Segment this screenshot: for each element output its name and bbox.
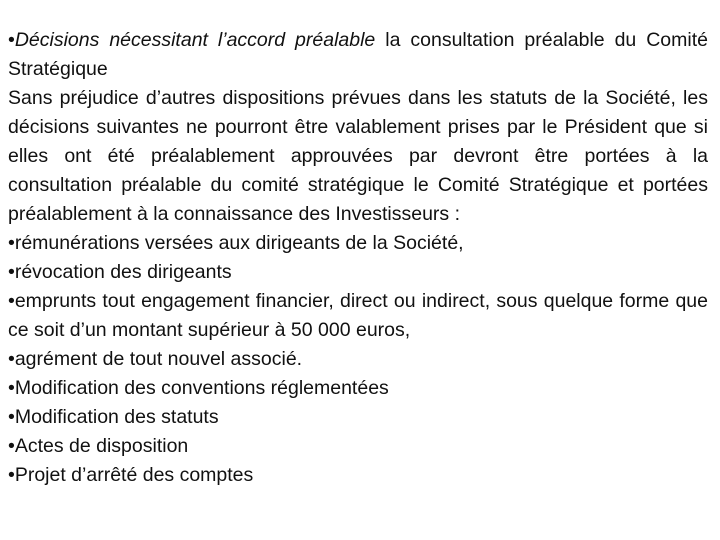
decision-list xyxy=(8,229,708,490)
list-bullet: • xyxy=(8,435,15,457)
heading-rest-text: la consultation préalable du Comité Stratégique xyxy=(8,29,708,80)
list-item-text: Actes de disposition xyxy=(14,435,189,457)
list-item xyxy=(8,403,708,432)
list-item xyxy=(8,258,708,287)
document-body xyxy=(8,26,708,490)
list-bullet: • xyxy=(8,261,15,283)
list-item-text: emprunts tout engagement financier, direct ou indirect, sous quelque forme que ce soit d’un montant supérieur à 50 000 euros, xyxy=(8,290,708,341)
list-item-text: Modification des conventions réglementées xyxy=(14,377,389,399)
list-item xyxy=(8,374,708,403)
list-item-text: rémunérations versées aux dirigeants de la Société, xyxy=(14,232,464,254)
list-item-text: révocation des dirigeants xyxy=(14,261,232,283)
list-bullet: • xyxy=(8,290,15,312)
list-item xyxy=(8,432,708,461)
heading-bullet: • xyxy=(8,29,15,51)
heading-italic-text: Décisions nécessitant l’accord préalable xyxy=(14,29,376,51)
list-item xyxy=(8,461,708,490)
intro-paragraph: Sans préjudice d’autres dispositions prévues dans les statuts de la Société, les décisions suivantes ne pourront être valablement prises par le Président que si elles ont été préalablement approuvées par devront être portées à la consultation préalable du comité stratégique le Comité Stratégique et portées préalablement à la connaissance des Investisseurs : xyxy=(8,87,708,225)
list-item xyxy=(8,345,708,374)
list-item xyxy=(8,229,708,258)
list-item-text: agrément de tout nouvel associé. xyxy=(14,348,303,370)
list-bullet: • xyxy=(8,232,15,254)
list-bullet: • xyxy=(8,406,15,428)
list-item-text: Modification des statuts xyxy=(14,406,219,428)
list-bullet: • xyxy=(8,377,15,399)
list-bullet: • xyxy=(8,464,15,486)
list-item xyxy=(8,287,708,345)
list-item-text: Projet d’arrêté des comptes xyxy=(14,464,254,486)
list-bullet: • xyxy=(8,348,15,370)
section-heading xyxy=(8,26,708,84)
